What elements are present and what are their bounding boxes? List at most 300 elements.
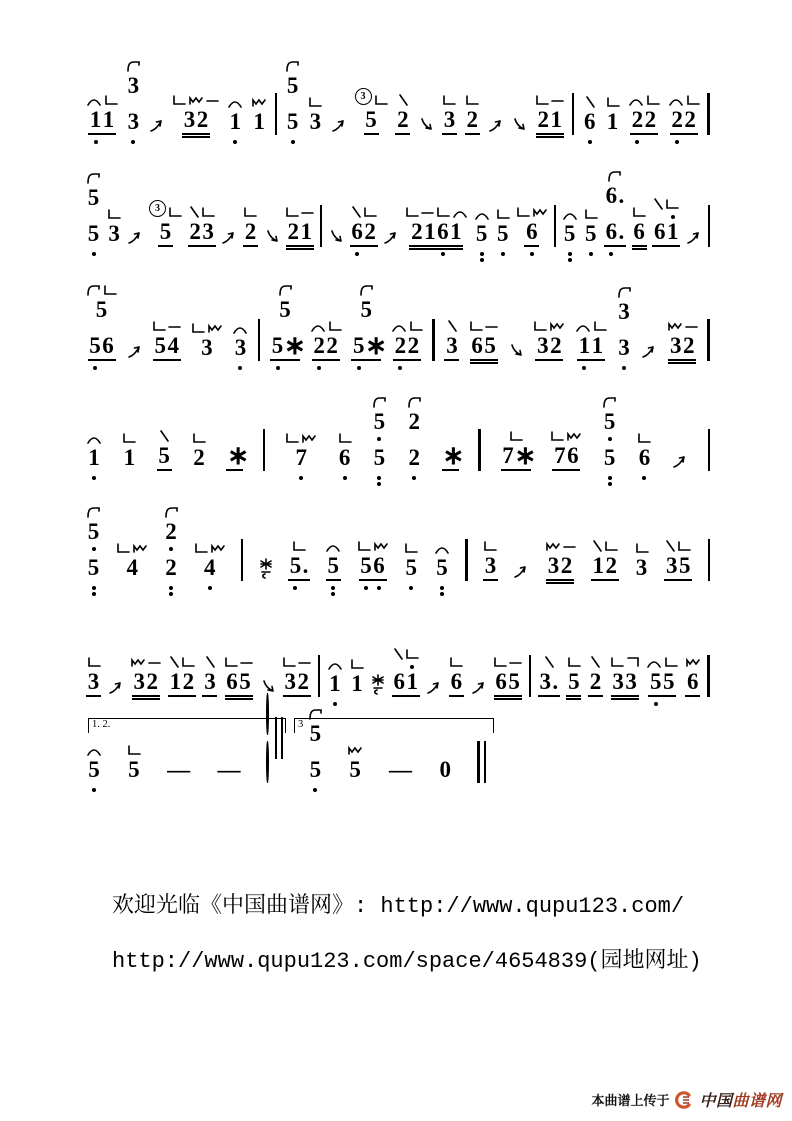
- ornament-row: [665, 534, 691, 552]
- note-digit: 1: [591, 333, 604, 358]
- note-number: [438, 758, 453, 783]
- octave-dot: [377, 482, 381, 486]
- note-number: [122, 446, 137, 471]
- ornament-row: [169, 650, 195, 668]
- note: [628, 88, 660, 156]
- octave-dot: [92, 592, 96, 596]
- octave-dots-below: [484, 586, 497, 602]
- note: [667, 314, 698, 382]
- note-digit: 2: [644, 107, 657, 132]
- octave-dots-below: [631, 140, 657, 156]
- note-digit: —: [217, 757, 241, 782]
- note: [226, 441, 250, 492]
- octave-dots-below: [200, 366, 213, 382]
- note-number: [107, 222, 122, 247]
- dash-ornament-icon: [421, 206, 434, 218]
- octave-dots-below: [443, 476, 458, 492]
- ornament-row: [584, 202, 598, 220]
- dot-cell: [605, 252, 618, 256]
- note: [372, 390, 387, 492]
- ornament-row: [122, 426, 136, 444]
- barline: [263, 429, 265, 471]
- dot-cell: [87, 252, 100, 256]
- dot-cell: [165, 586, 178, 596]
- note-digit: 1: [253, 109, 265, 134]
- note: [86, 500, 101, 602]
- glissando-up-icon: [331, 117, 347, 138]
- note-digit: 2: [244, 219, 257, 244]
- arc-ornament-icon: [434, 544, 450, 554]
- glissando-arrow-path: [264, 229, 280, 245]
- note-digit: 1: [550, 107, 562, 132]
- L-ornament-icon: [610, 656, 624, 668]
- note: [545, 534, 576, 602]
- octave-dots-below: [189, 252, 215, 268]
- note-number: [444, 334, 459, 361]
- note: [86, 426, 102, 492]
- trem-ornament-icon: [566, 430, 582, 442]
- note-digit: 1: [300, 219, 312, 244]
- octave-dot: [642, 476, 646, 480]
- note-digit: 0: [439, 757, 452, 782]
- L-ornament-icon: [442, 94, 456, 106]
- dot-cell: [165, 547, 178, 551]
- dot-cell: [203, 586, 216, 590]
- octave-dots-below: [165, 586, 178, 602]
- note-digit: 6: [653, 219, 666, 244]
- note-digit: 3: [612, 669, 624, 694]
- note: [634, 536, 649, 602]
- note-number: [312, 334, 340, 361]
- note: [438, 758, 453, 804]
- note-digit: 2: [297, 669, 310, 694]
- ornament-row: [243, 200, 257, 218]
- glissando-up-icon: [108, 679, 124, 700]
- trem-ornament-icon: [545, 540, 561, 552]
- octave-dots-below: [605, 252, 625, 268]
- octave-dots-below: [108, 252, 121, 268]
- qupu-logo-icon: [675, 1091, 693, 1109]
- note-number: [634, 556, 649, 581]
- barline: [708, 429, 710, 471]
- note-digit: 5: [158, 443, 170, 468]
- octave-dots-below: [410, 252, 462, 268]
- octave-dots-below: [405, 586, 418, 602]
- note-number: [483, 554, 498, 581]
- note: [310, 314, 342, 382]
- note-digit: 6: [338, 445, 351, 470]
- note: [86, 88, 118, 156]
- note-number: [349, 672, 364, 697]
- note: [550, 424, 582, 492]
- note: [493, 650, 522, 718]
- L-ornament-icon: [493, 656, 507, 668]
- octave-dots-below: [638, 476, 651, 492]
- note-digit: 5: [128, 757, 140, 782]
- repeat-barline: [266, 693, 283, 783]
- ornament-row: [310, 314, 342, 332]
- dot-cell: [408, 476, 421, 480]
- octave-dot: [409, 586, 413, 590]
- dot-cell: [127, 140, 140, 144]
- note-number: [86, 222, 101, 247]
- ornament-row: [282, 650, 311, 668]
- footer-space-url: http://www.qupu123.com/space/4654839(园地网址): [112, 949, 702, 974]
- octave-dots-below: [351, 252, 377, 268]
- glissando-up-icon: [488, 117, 504, 138]
- note-digit: 5: [309, 757, 322, 782]
- note-number: [583, 222, 598, 247]
- glissando-arrow-path: [471, 679, 487, 695]
- note: [166, 758, 192, 804]
- circ3-ornament-icon: 3: [149, 200, 166, 217]
- L-ornament-icon: [328, 320, 342, 332]
- note-number: [202, 670, 217, 697]
- note-digit: 4: [204, 555, 216, 580]
- octave-dot: [582, 366, 586, 370]
- note: [325, 534, 341, 602]
- arc-ornament-icon: [325, 542, 341, 552]
- note-number: [326, 554, 341, 581]
- octave-dot: [343, 476, 347, 480]
- note-number: [86, 186, 101, 211]
- octave-dots-below: [394, 366, 420, 382]
- barline: [572, 93, 574, 135]
- hook-ornament-icon: [126, 60, 141, 72]
- note-number: [372, 410, 387, 435]
- L-ornament-icon: [107, 208, 121, 220]
- dot-cell: [649, 702, 662, 706]
- note: [188, 200, 216, 268]
- ornament-row: [637, 426, 651, 444]
- note: [637, 426, 652, 492]
- octave-dot: [169, 586, 173, 590]
- ornament-row: [585, 90, 595, 108]
- L-ornament-icon: [405, 206, 419, 218]
- octave-dot: [238, 366, 242, 370]
- note-digit: 3: [443, 107, 456, 132]
- glissando-down-icon: [418, 117, 434, 138]
- note-number: [243, 220, 258, 247]
- trem-ornament-icon: [301, 432, 317, 444]
- octave-dots-below: [158, 476, 171, 492]
- ornament-row: [86, 500, 101, 518]
- note-number: [225, 670, 253, 697]
- slash-ornament-icon: [590, 656, 600, 668]
- octave-dots-below: [127, 101, 140, 109]
- L-ornament-icon: [363, 206, 377, 218]
- trem-ornament-icon: [207, 322, 223, 334]
- L-ornament-icon: [224, 656, 238, 668]
- note-digit: 5: [289, 553, 302, 578]
- note: [604, 164, 626, 268]
- note-number: [562, 222, 577, 247]
- note-number: [126, 758, 141, 783]
- note: [591, 534, 619, 602]
- L-ornament-icon: [181, 656, 195, 668]
- note: [483, 534, 498, 602]
- octave-dot: [169, 547, 173, 551]
- hook-ornament-icon: [278, 284, 293, 296]
- note-number: [126, 110, 141, 135]
- L-ornament-icon: [374, 94, 388, 106]
- dot-cell: [475, 252, 488, 262]
- ornament-row: [371, 677, 385, 695]
- octave-dots-below: [502, 476, 530, 492]
- note-digit: 3: [284, 669, 297, 694]
- note: [216, 758, 242, 804]
- ornament-row: [606, 90, 620, 108]
- note: [469, 314, 498, 382]
- note: [126, 738, 141, 804]
- ornament-row: [259, 561, 273, 579]
- octave-dots-below: [373, 437, 386, 445]
- final-barline: [477, 741, 486, 783]
- note-digit: .: [618, 219, 625, 244]
- octave-dots-below: [567, 702, 580, 718]
- dot-cell: [351, 252, 364, 256]
- trem-ornament-icon: [685, 656, 701, 668]
- octave-dots-below: [88, 788, 101, 804]
- octave-dots-below: [244, 252, 257, 268]
- note-number: [191, 446, 206, 471]
- note: [285, 426, 317, 492]
- slash-ornament-icon: [585, 96, 595, 108]
- octave-dots-below: [87, 547, 100, 555]
- octave-dot: [131, 140, 135, 144]
- octave-dots-below: [167, 788, 191, 804]
- note-digit: 5: [87, 185, 100, 210]
- dot-cell: [525, 252, 538, 256]
- note-digit: 1: [406, 669, 418, 694]
- octave-dots-below: [553, 476, 579, 492]
- note: [357, 534, 389, 602]
- hook-ornament-icon: [602, 396, 617, 408]
- glissando-up-icon: [221, 229, 237, 250]
- note-number: [393, 334, 421, 361]
- dot-cell: [436, 252, 449, 256]
- octave-dots-below: [87, 252, 100, 268]
- L-ornament-icon: [533, 320, 547, 332]
- L-ornament-icon: [664, 656, 678, 668]
- note: [575, 314, 607, 382]
- glissando-arrow-path: [426, 679, 442, 695]
- ornament-row: [628, 88, 660, 106]
- octave-dot: [92, 476, 96, 480]
- glissando-arrow-path: [331, 117, 347, 133]
- ornament-row: [194, 536, 226, 554]
- note-number: [351, 331, 388, 361]
- L-ornament-icon: [127, 744, 141, 756]
- octave-dot: [169, 592, 173, 596]
- glissando-up-icon: [686, 229, 702, 250]
- octave-dot: [208, 586, 212, 590]
- octave-dots-below: [154, 366, 180, 382]
- note-digit: 5: [475, 221, 488, 246]
- dot-cell: [89, 140, 102, 144]
- ornament-row: [189, 200, 215, 218]
- note-digit: 3: [484, 553, 497, 578]
- note-digit: 5: [496, 221, 509, 246]
- note-number: [288, 554, 310, 581]
- octave-dots-below: [396, 140, 409, 156]
- ornament-row: [535, 88, 564, 106]
- note-number: [182, 108, 210, 135]
- note-digit: 3: [127, 73, 140, 98]
- note-digit: ∗: [365, 331, 388, 360]
- arc-ornament-icon: [646, 658, 662, 668]
- ornament-row: [533, 314, 565, 332]
- note: [164, 500, 179, 602]
- octave-dots-below: [388, 788, 412, 804]
- note-number: [308, 110, 323, 135]
- octave-dots-below: [584, 252, 597, 268]
- note-digit: 5: [286, 109, 299, 134]
- octave-dots-below: [309, 749, 322, 757]
- glissando-arrow-path: [149, 117, 165, 133]
- ornament-row: [635, 536, 649, 554]
- ornament-row: [442, 88, 456, 106]
- glissando-arrow-path: [328, 229, 344, 245]
- dot-cell: [234, 366, 247, 370]
- ornament-row: [607, 164, 622, 182]
- note-number: [630, 108, 658, 135]
- note-digit: 6: [102, 333, 114, 358]
- dot-cell: [671, 140, 684, 144]
- note-digit: 4: [126, 555, 139, 580]
- octave-dot: [94, 140, 98, 144]
- ornament-row: [404, 536, 418, 554]
- note-digit: 2: [146, 669, 158, 694]
- octave-dots-below: [537, 140, 563, 156]
- note: [122, 426, 137, 492]
- octave-dots-below: [603, 437, 616, 445]
- octave-dots-below: [496, 252, 509, 268]
- L-ornament-icon: [465, 94, 479, 106]
- ornament-row: [562, 202, 578, 220]
- note-number: [188, 220, 216, 247]
- slash-ornament-icon: [189, 206, 199, 218]
- note: [285, 54, 300, 156]
- slash-ornament-icon: [592, 540, 602, 552]
- dot-cell: [373, 437, 386, 441]
- octave-dot: [588, 140, 592, 144]
- note-digit: 5: [568, 669, 580, 694]
- octave-dots-below: [471, 366, 497, 382]
- note: [107, 202, 122, 268]
- octave-dots-below: [589, 702, 602, 718]
- note-number: [465, 108, 480, 135]
- ornament-row: [192, 426, 206, 444]
- note-number: [270, 331, 306, 361]
- octave-dot: [412, 476, 416, 480]
- octave-dots-below: [89, 140, 115, 156]
- dot-cell: [327, 586, 340, 596]
- note-digit: 5: [353, 333, 365, 358]
- dot-cell: [286, 140, 299, 144]
- trem-ornament-icon: [373, 540, 389, 552]
- glissando-down-icon: [508, 343, 524, 364]
- glissando-arrow-path: [686, 229, 702, 245]
- ornament-row: [86, 426, 102, 444]
- octave-dots-below: [635, 586, 648, 602]
- hook-ornament-icon: [372, 396, 387, 408]
- note: [652, 192, 680, 268]
- note: [270, 278, 306, 382]
- note: [535, 88, 564, 156]
- note-digit: .: [552, 669, 559, 694]
- note: [444, 314, 459, 382]
- note-digit: 3: [204, 669, 216, 694]
- dot-cell: [578, 366, 591, 370]
- octave-dot: [568, 252, 572, 256]
- glissando-arrow-path: [418, 117, 434, 133]
- barline: [529, 655, 531, 697]
- arc-ornament-icon: [628, 96, 644, 106]
- ornament-row: [338, 426, 352, 444]
- octave-dot: [530, 252, 534, 256]
- note-digit: 5: [88, 757, 100, 782]
- ornament-row: [653, 192, 679, 210]
- ornament-row: [465, 88, 479, 106]
- note-digit: 2: [407, 333, 420, 358]
- note-digit: .: [302, 553, 309, 578]
- ornament-row: [493, 650, 522, 668]
- barline: [707, 655, 709, 697]
- note: [566, 650, 581, 718]
- glissando-up-icon: [641, 343, 657, 364]
- note-number: [637, 446, 652, 471]
- L-ornament-icon: [606, 96, 620, 108]
- note-digit: 7: [554, 443, 566, 468]
- trem-ornament-icon: [188, 94, 204, 106]
- ornament-row: [86, 166, 101, 184]
- dot-cell: [87, 586, 100, 596]
- ornament-row: [232, 316, 248, 334]
- barline: [318, 655, 320, 697]
- trem-ornament-icon: [251, 96, 267, 108]
- octave-dots-below: [373, 476, 386, 492]
- ornament-row: [172, 88, 219, 106]
- L-ornament-icon: [357, 540, 371, 552]
- ornament-row: [496, 202, 510, 220]
- dot-cell: [338, 476, 351, 480]
- note-digit: 5: [360, 553, 372, 578]
- ornament-row: [668, 88, 700, 106]
- note-digit: 2: [196, 107, 209, 132]
- L-ornament-icon: [449, 656, 463, 668]
- note-digit: 5: [365, 107, 377, 132]
- note-digit: 6: [633, 219, 645, 244]
- note-digit: 5: [349, 757, 361, 782]
- note-number: [308, 758, 323, 783]
- note-digit: 2: [287, 219, 299, 244]
- ornament-row: [227, 90, 243, 108]
- glissando-arrow-path: [488, 117, 504, 133]
- ornament-row: [325, 534, 341, 552]
- L-ornament-icon: [194, 542, 208, 554]
- dash-ornament-icon: [551, 94, 564, 106]
- note-number: [87, 446, 102, 471]
- score-line-1: [86, 60, 710, 156]
- note-digit: 3: [183, 107, 196, 132]
- note-digit: 1: [88, 445, 100, 470]
- note-digit: 5: [87, 221, 100, 246]
- note-digit: 2: [411, 219, 423, 244]
- octave-dot: [377, 476, 381, 480]
- L-ornament-icon: [122, 432, 136, 444]
- note-digit: ∗: [442, 441, 465, 470]
